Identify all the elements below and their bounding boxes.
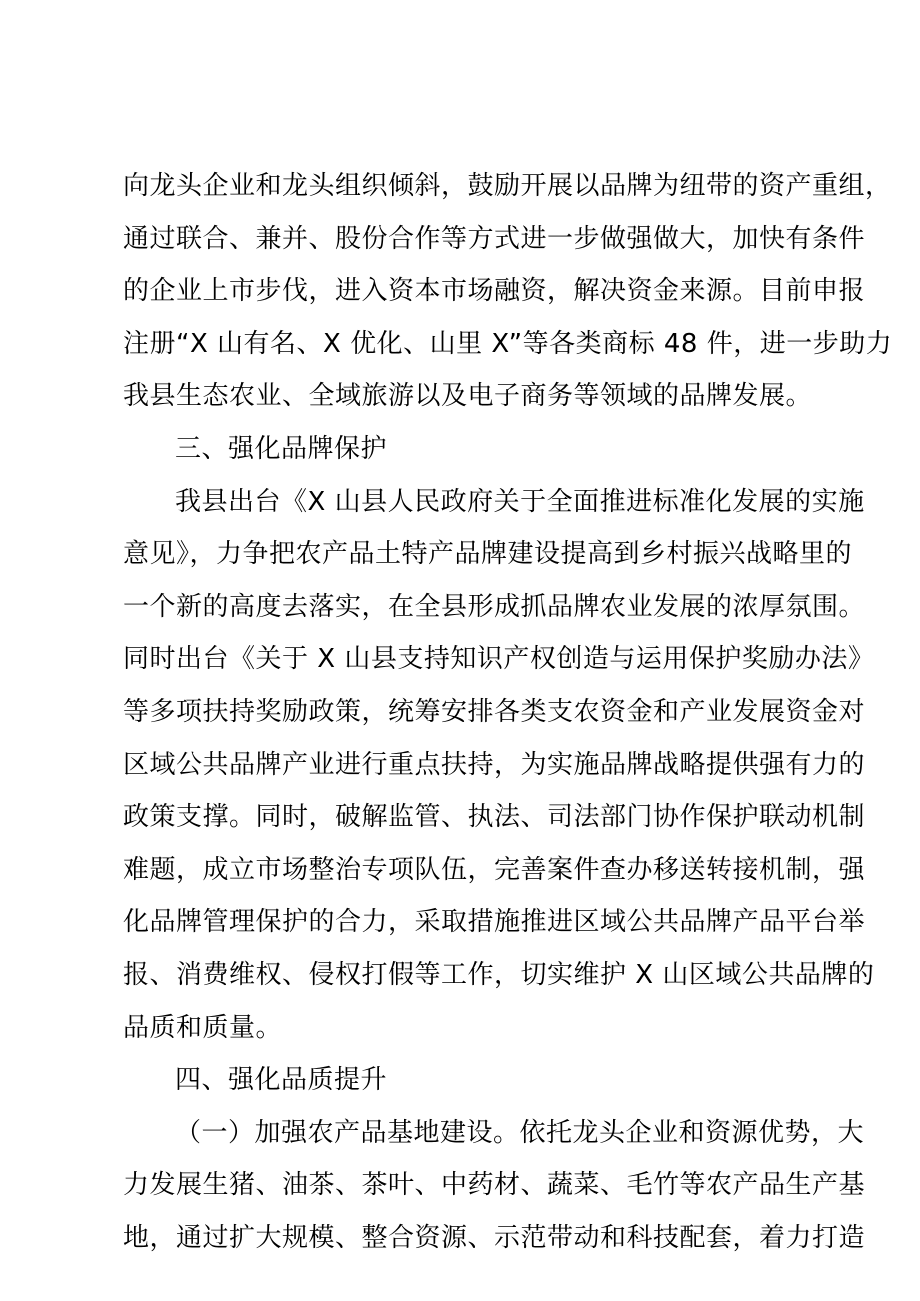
paragraph-line: 等多项扶持奖励政策，统筹安排各类支农资金和产业发展资金对 — [123, 696, 866, 727]
paragraph-line: 一个新的高度去落实，在全县形成抓品牌农业发展的浓厚氛围。 — [123, 591, 866, 622]
paragraph-line: 地，通过扩大规模、整合资源、示范带动和科技配套，着力打造 — [123, 1222, 866, 1253]
document-body — [123, 160, 893, 1264]
paragraph-line: 意见》，力争把农产品土特产品牌建设提高到乡村振兴战略里的 — [123, 539, 853, 570]
subsection-heading-line: （一）加强农产品基地建设。依托龙头企业和资源优势，大 — [175, 1117, 865, 1148]
paragraph-line: 化品牌管理保护的合力，采取措施推进区域公共品牌产品平台举 — [123, 907, 866, 938]
section-heading: 四、强化品质提升 — [175, 1065, 388, 1096]
paragraph-line: 向龙头企业和龙头组织倾斜，鼓励开展以品牌为纽带的资产重组， — [123, 171, 892, 201]
paragraph-line: 通过联合、兼并、股份合作等方式进一步做强做大，加快有条件 — [123, 223, 866, 254]
paragraph-line: 我县生态农业、全域旅游以及电子商务等领域的品牌发展。 — [123, 381, 813, 412]
paragraph-line: 的企业上市步伐，进入资本市场融资，解决资金来源。目前申报 — [123, 276, 866, 307]
paragraph-line: 注册“X 山有名、X 优化、山里 X”等各类商标 48 件，进一步助力 — [123, 328, 893, 359]
paragraph-line: 力发展生猪、油茶、茶叶、中药材、蔬菜、毛竹等农产品生产基 — [123, 1170, 866, 1201]
section-heading: 三、强化品牌保护 — [175, 433, 388, 464]
paragraph-line: 报、消费维权、侵权打假等工作，切实维护 X 山区域公共品牌的 — [123, 959, 875, 990]
paragraph-line: 区域公共品牌产业进行重点扶持，为实施品牌战略提供强有力的 — [123, 749, 866, 780]
paragraph-line: 同时出台《关于 X 山县支持知识产权创造与运用保护奖励办法》 — [123, 644, 875, 675]
paragraph-line: 我县出台《X 山县人民政府关于全面推进标准化发展的实施 — [175, 486, 865, 517]
paragraph-line: 政策支撑。同时，破解监管、执法、司法部门协作保护联动机制 — [123, 802, 866, 833]
paragraph-line: 难题，成立市场整治专项队伍，完善案件查办移送转接机制，强 — [123, 854, 866, 885]
paragraph-line: 品质和质量。 — [123, 1012, 283, 1043]
